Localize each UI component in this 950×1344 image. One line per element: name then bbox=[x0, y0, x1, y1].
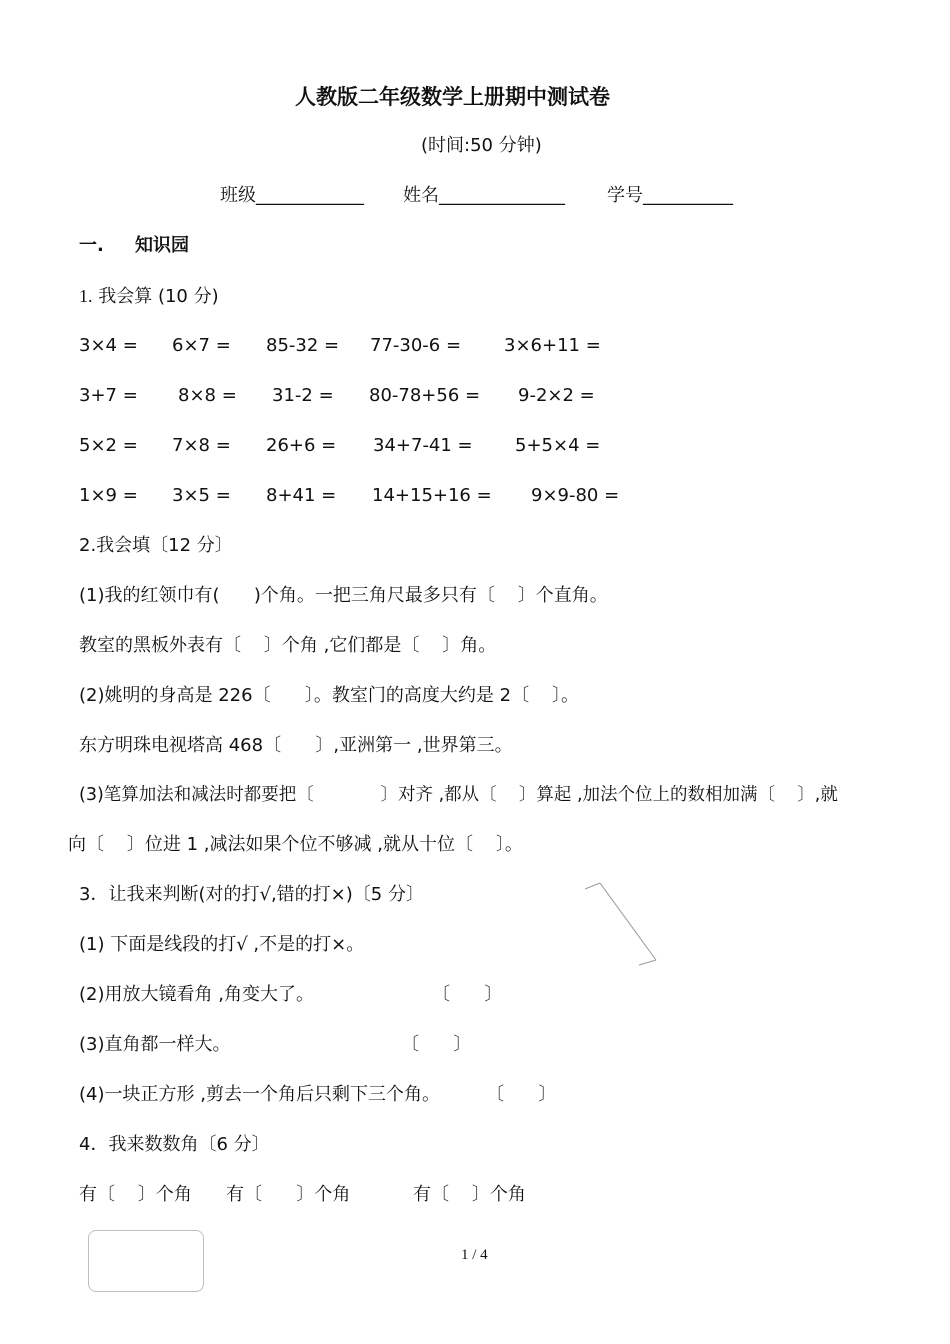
figure-stroke-bottom bbox=[639, 960, 656, 965]
page-title: 人教版二年级数学上册期中测试卷 bbox=[295, 85, 610, 109]
answer-bracket[interactable]: 〔 〕 bbox=[486, 1084, 557, 1105]
calc-item: 80-78+56 = bbox=[369, 385, 481, 406]
fill-line: 向〔 〕位进 1 ,减法如果个位不够减 ,就从十位〔 〕。 bbox=[68, 834, 523, 855]
calc-item: 9×9-80 = bbox=[531, 485, 620, 506]
calc-item: 6×7 = bbox=[172, 335, 231, 356]
calc-item: 5×2 = bbox=[79, 435, 138, 456]
section-title: 知识园 bbox=[135, 235, 189, 256]
figure-stroke-top bbox=[585, 883, 600, 889]
calc-item: 77-30-6 = bbox=[370, 335, 462, 356]
count-angle-item: 有〔 〕个角 bbox=[226, 1184, 351, 1205]
figure-box bbox=[88, 1230, 204, 1292]
class-field[interactable]: 班级____________ bbox=[220, 185, 364, 206]
question-2-title: 2.我会填〔12 分〕 bbox=[79, 535, 233, 556]
page-number: 1 / 4 bbox=[461, 1247, 488, 1263]
calc-item: 85-32 = bbox=[266, 335, 340, 356]
answer-bracket[interactable]: 〔 〕 bbox=[401, 1034, 472, 1055]
question-1-title: 我会算 (10 分) bbox=[98, 286, 219, 307]
question-3-title: 3．让我来判断(对的打√,错的打×)〔5 分〕 bbox=[79, 884, 424, 905]
fill-line: (1)我的红领巾有( )个角。一把三角尺最多只有〔 〕个直角。 bbox=[79, 585, 608, 606]
fill-line: 教室的黑板外表有〔 〕个角 ,它们都是〔 〕角。 bbox=[79, 635, 497, 656]
calc-item: 3×4 = bbox=[79, 335, 138, 356]
calc-item: 9-2×2 = bbox=[518, 385, 595, 406]
judge-item: (4)一块正方形 ,剪去一个角后只剩下三个角。 bbox=[79, 1084, 440, 1105]
calc-item: 3×6+11 = bbox=[504, 335, 601, 356]
calc-item: 3+7 = bbox=[79, 385, 138, 406]
judge-item: (1) 下面是线段的打√ ,不是的打×。 bbox=[79, 934, 365, 955]
count-angle-item: 有〔 〕个角 bbox=[413, 1184, 526, 1205]
question-1-number: 1. bbox=[79, 286, 93, 306]
line-segment-figure bbox=[575, 875, 665, 970]
calc-item: 3×5 = bbox=[172, 485, 231, 506]
figure-stroke-diagonal bbox=[600, 883, 656, 960]
calc-item: 14+15+16 = bbox=[372, 485, 492, 506]
section-number: 一. bbox=[79, 235, 104, 256]
calc-item: 8+41 = bbox=[266, 485, 337, 506]
student-id-field[interactable]: 学号__________ bbox=[607, 185, 733, 206]
fill-line: (3)笔算加法和减法时都要把〔 〕对齐 ,都从〔 〕算起 ,加法个位上的数相加满〔 〕,就 bbox=[79, 785, 838, 805]
question-4-title: 4．我来数数角〔6 分〕 bbox=[79, 1134, 270, 1155]
calc-item: 34+7-41 = bbox=[373, 435, 473, 456]
judge-item: (3)直角都一样大。 bbox=[79, 1034, 231, 1055]
fill-line: (2)姚明的身高是 226〔 〕。教室门的高度大约是 2〔 〕。 bbox=[79, 685, 579, 706]
time-limit: (时间:50 分钟) bbox=[421, 135, 542, 156]
question-1-heading bbox=[79, 287, 219, 306]
calc-item: 26+6 = bbox=[266, 435, 337, 456]
answer-bracket[interactable]: 〔 〕 bbox=[432, 984, 503, 1005]
calc-item: 5+5×4 = bbox=[515, 435, 601, 456]
fill-line: 东方明珠电视塔高 468〔 〕,亚洲第一 ,世界第三。 bbox=[79, 735, 513, 756]
calc-item: 8×8 = bbox=[178, 385, 237, 406]
judge-item: (2)用放大镜看角 ,角变大了。 bbox=[79, 984, 314, 1005]
count-angle-item: 有〔 〕个角 bbox=[79, 1184, 192, 1205]
calc-item: 1×9 = bbox=[79, 485, 138, 506]
name-field[interactable]: 姓名______________ bbox=[403, 185, 565, 206]
calc-item: 7×8 = bbox=[172, 435, 231, 456]
calc-item: 31-2 = bbox=[272, 385, 334, 406]
